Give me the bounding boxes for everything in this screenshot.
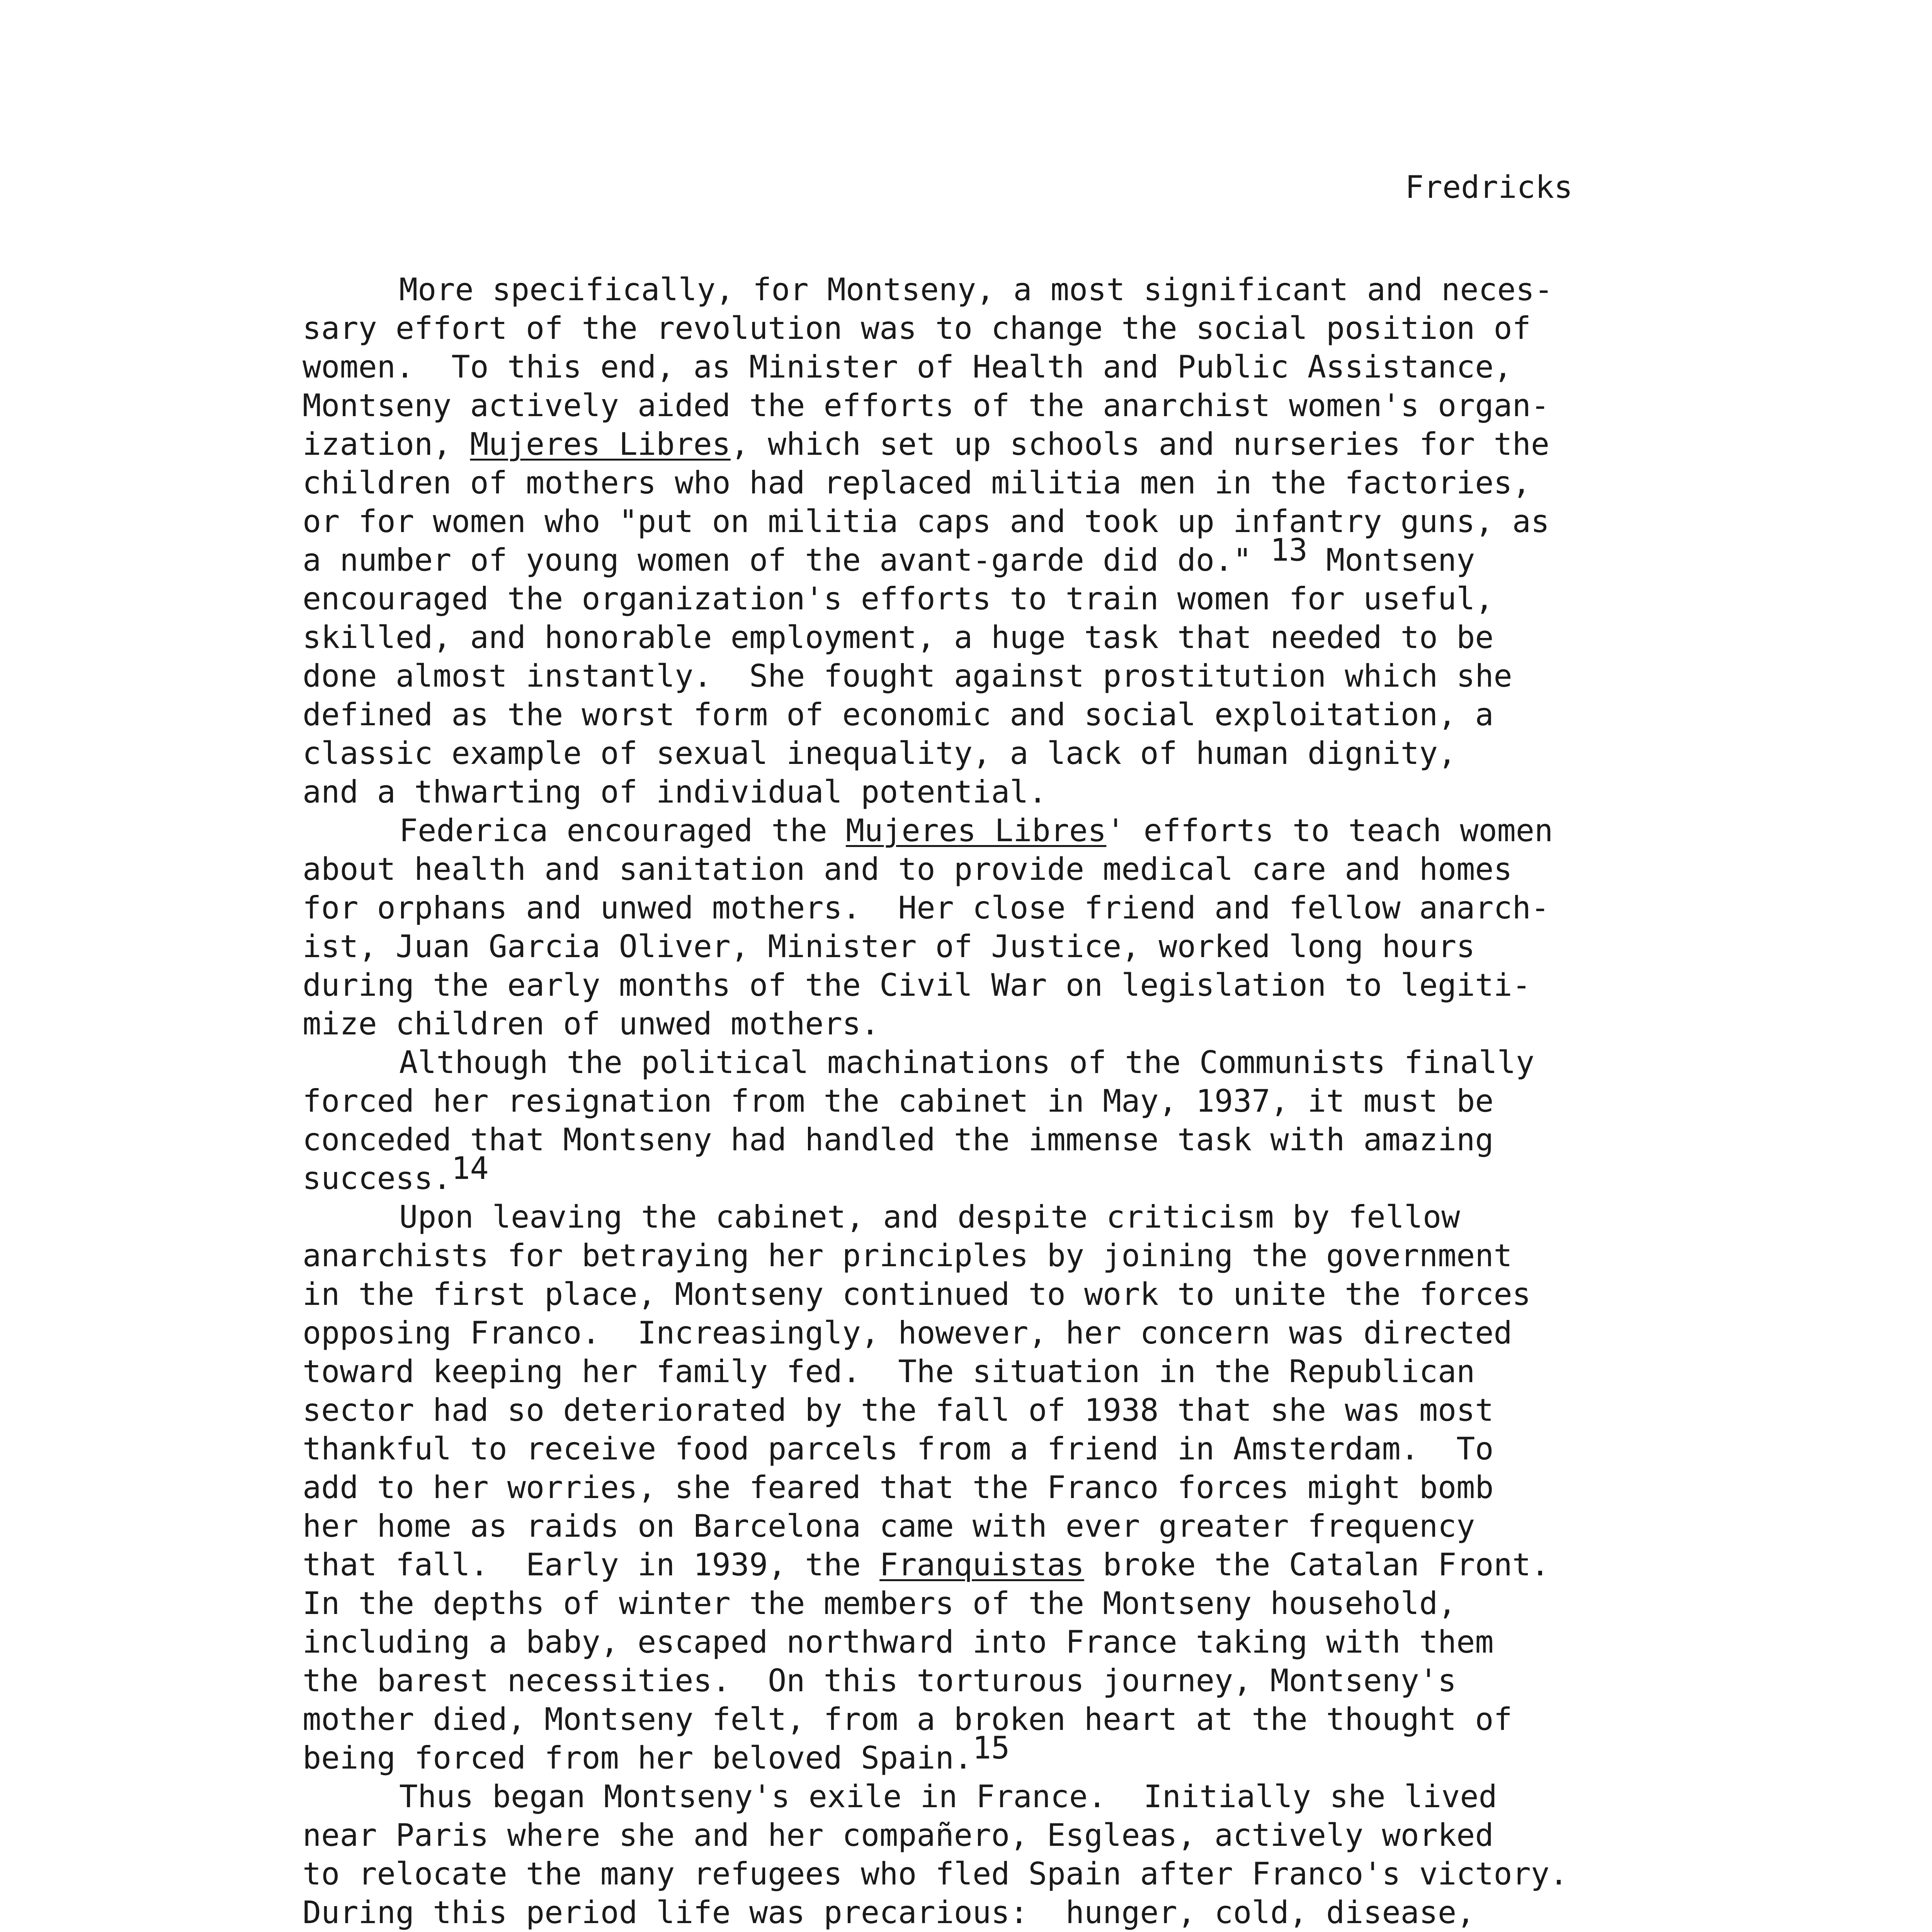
line-text: her home as raids on Barcelona came with ever greater frequency — [303, 1508, 1475, 1544]
text-line — [303, 1430, 1636, 1468]
text-line — [303, 1584, 1636, 1623]
text-line — [303, 1121, 1636, 1159]
text-line — [303, 1352, 1636, 1391]
line-text: toward keeping her family fed. The situation in the Republican — [303, 1354, 1475, 1389]
text-line — [303, 464, 1636, 502]
running-head: Fredricks — [1405, 169, 1573, 205]
text-line — [303, 889, 1636, 927]
line-text: thankful to receive food parcels from a friend in Amsterdam. To — [303, 1431, 1494, 1467]
line-text-continued: ' efforts to teach women — [1106, 813, 1553, 849]
underlined-term: Franquistas — [879, 1547, 1084, 1583]
text-line — [303, 580, 1636, 618]
line-text: in the first place, Montseny continued to work to unite the forces — [303, 1276, 1531, 1312]
text-line — [303, 1468, 1636, 1507]
line-text: a number of young women of the avant-garde did do." — [303, 542, 1270, 578]
line-text: encouraged the organization's efforts to train women for useful, — [303, 581, 1494, 617]
line-text: done almost instantly. She fought against prostitution which she — [303, 658, 1512, 694]
footnote-marker: 14 — [451, 1150, 489, 1186]
line-text: or for women who "put on militia caps and took up infantry guns, as — [303, 503, 1549, 539]
line-text: ization, — [303, 426, 470, 462]
text-line — [303, 348, 1636, 386]
line-text: anarchists for betraying her principles by joining the government — [303, 1238, 1512, 1274]
text-line — [303, 1623, 1636, 1662]
line-text: sector had so deteriorated by the fall of 1938 that she was most — [303, 1392, 1494, 1428]
line-text: defined as the worst form of economic and social exploitation, a — [303, 697, 1494, 733]
text-line — [303, 425, 1636, 464]
text-line — [303, 966, 1636, 1005]
text-line — [303, 1314, 1636, 1352]
line-text: More specifically, for Montseny, a most significant and neces- — [399, 272, 1553, 308]
body-text — [303, 270, 1636, 1932]
line-text-continued: broke the Catalan Front. — [1084, 1547, 1550, 1583]
underlined-term: Mujeres Libres — [470, 426, 731, 462]
line-text: near Paris where she and her compañero, Esgleas, actively worked — [303, 1817, 1494, 1853]
text-line — [303, 1730, 1636, 1777]
text-line — [303, 811, 1636, 850]
text-line — [303, 1043, 1636, 1082]
line-text: including a baby, escaped northward into France taking with them — [303, 1624, 1494, 1660]
line-text: Upon leaving the cabinet, and despite criticism by fellow — [399, 1199, 1460, 1235]
line-text-continued: Montseny — [1307, 542, 1475, 578]
line-text: skilled, and honorable employment, a huge task that needed to be — [303, 619, 1494, 655]
underlined-term: Mujeres Libres — [845, 813, 1107, 849]
line-text: conceded that Montseny had handled the immense task with amazing — [303, 1122, 1494, 1158]
line-text-continued: , which set up schools and nurseries for the — [730, 426, 1549, 462]
text-line — [303, 1391, 1636, 1430]
line-text: During this period life was precarious: hunger, cold, disease, — [303, 1895, 1475, 1930]
text-line — [303, 502, 1636, 541]
line-text: and a thwarting of individual potential. — [303, 774, 1047, 810]
text-line — [303, 1546, 1636, 1584]
text-line — [303, 1662, 1636, 1700]
text-line — [303, 1777, 1636, 1816]
line-text: children of mothers who had replaced militia men in the factories, — [303, 465, 1531, 501]
line-text: ist, Juan Garcia Oliver, Minister of Justice, worked long hours — [303, 929, 1475, 964]
line-text: In the depths of winter the members of the Montseny household, — [303, 1585, 1457, 1621]
text-line — [303, 1816, 1636, 1855]
text-line — [303, 1855, 1636, 1893]
text-line — [303, 657, 1636, 696]
line-text: mize children of unwed mothers. — [303, 1006, 880, 1042]
text-line — [303, 618, 1636, 657]
line-text: mother died, Montseny felt, from a broken heart at the thought of — [303, 1701, 1512, 1737]
text-line — [303, 696, 1636, 734]
line-text: about health and sanitation and to provide medical care and homes — [303, 851, 1512, 887]
line-text: Thus began Montseny's exile in France. Initially she lived — [399, 1779, 1497, 1815]
text-line — [303, 1893, 1636, 1932]
text-line — [303, 1198, 1636, 1236]
text-line — [303, 1082, 1636, 1121]
text-line — [303, 386, 1636, 425]
text-line — [303, 309, 1636, 348]
text-line — [303, 1275, 1636, 1314]
line-text: add to her worries, she feared that the Franco forces might bomb — [303, 1469, 1494, 1505]
text-line — [303, 1150, 1636, 1198]
text-line — [303, 927, 1636, 966]
text-line — [303, 1700, 1636, 1739]
line-text: classic example of sexual inequality, a lack of human dignity, — [303, 735, 1457, 771]
line-text: the barest necessities. On this torturous journey, Montseny's — [303, 1663, 1457, 1699]
line-text: sary effort of the revolution was to change the social position of — [303, 310, 1531, 346]
text-line — [303, 734, 1636, 773]
line-text: that fall. Early in 1939, the — [303, 1547, 880, 1583]
text-line — [303, 1236, 1636, 1275]
line-text: opposing Franco. Increasingly, however, her concern was directed — [303, 1315, 1512, 1351]
text-line — [303, 1005, 1636, 1043]
text-line — [303, 1507, 1636, 1546]
line-text: during the early months of the Civil War on legislation to legiti- — [303, 967, 1531, 1003]
text-line — [303, 850, 1636, 889]
line-text: women. To this end, as Minister of Health and Public Assistance, — [303, 349, 1512, 385]
text-line — [303, 270, 1636, 309]
line-text: Although the political machinations of the Communists finally — [399, 1044, 1535, 1080]
line-text: being forced from her beloved Spain. — [303, 1740, 973, 1776]
line-text: forced her resignation from the cabinet in May, 1937, it must be — [303, 1083, 1494, 1119]
line-text: Montseny actively aided the efforts of the anarchist women's organ- — [303, 388, 1549, 423]
text-line — [303, 532, 1636, 580]
line-text: to relocate the many refugees who fled Spain after Franco's victory. — [303, 1856, 1568, 1892]
line-text: Federica encouraged the — [399, 813, 846, 849]
line-text: for orphans and unwed mothers. Her close friend and fellow anarch- — [303, 890, 1549, 926]
footnote-marker: 15 — [972, 1730, 1010, 1766]
text-line — [303, 773, 1636, 811]
line-text: success. — [303, 1160, 452, 1196]
footnote-marker: 13 — [1270, 532, 1308, 568]
